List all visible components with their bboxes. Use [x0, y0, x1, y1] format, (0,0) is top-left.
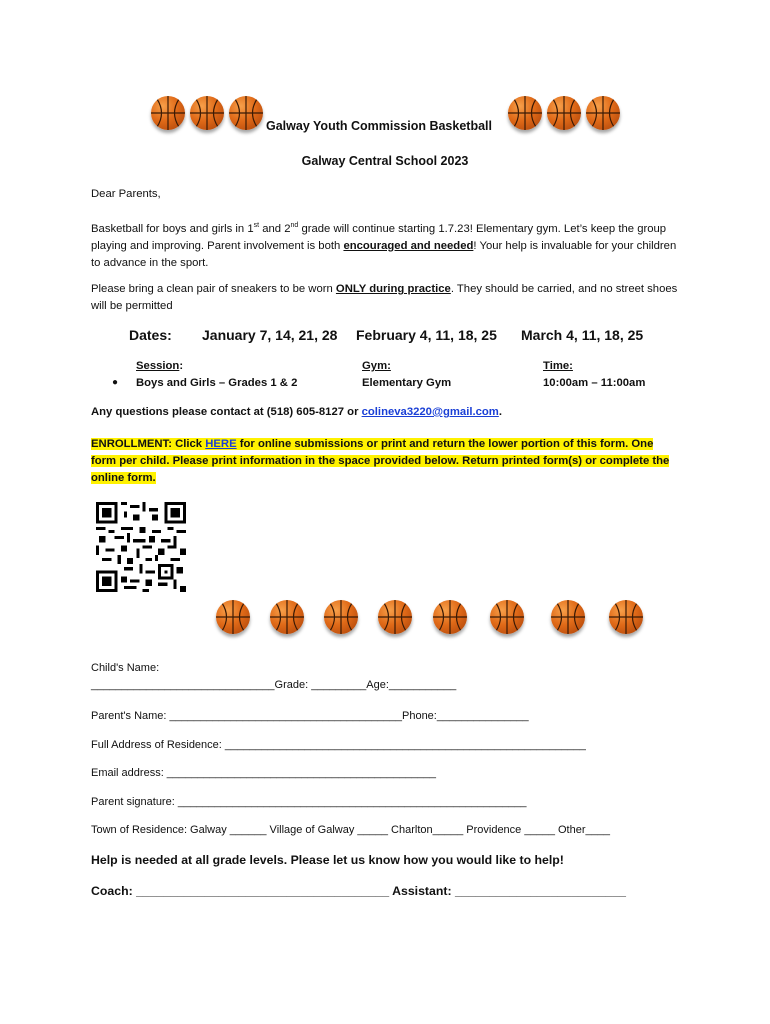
enrollment-text: for online submissions or print and return the lower portion of this form. One form per child. Please print information in the space provided below. Return printed form(s) or complete the online form. — [91, 438, 670, 484]
page-subtitle: Galway Central School 2023 — [301, 154, 469, 168]
text: . They should be carried, and no street shoes will be permitted — [91, 283, 678, 312]
emphasis: encouraged and needed — [343, 239, 474, 252]
email-link[interactable]: colineva3220@gmail.com — [361, 406, 499, 418]
basketball-icon — [151, 96, 185, 130]
salutation: Dear Parents, — [91, 188, 161, 200]
here-link[interactable]: HERE — [205, 438, 237, 450]
time-value: 10:00am – 11:00am — [543, 377, 646, 389]
paragraph-sneakers — [91, 281, 681, 315]
basketball-icon — [216, 600, 250, 634]
coach-assistant-field[interactable]: Coach: _____________________________________ Assistant: _________________________ — [91, 884, 626, 898]
basketball-icon — [433, 600, 467, 634]
basketball-icon — [551, 600, 585, 634]
bullet: ● — [112, 377, 119, 388]
dates-february: February 4, 11, 18, 25 — [356, 327, 497, 343]
dates-march: March 4, 11, 18, 25 — [521, 327, 644, 343]
contact-text: Any questions please contact at (518) 605-8127 or — [91, 406, 362, 418]
paragraph-intro — [91, 217, 681, 272]
page-title: Galway Youth Commission Basketball — [266, 119, 492, 133]
dates-january: January 7, 14, 21, 28 — [202, 327, 338, 343]
basketball-icon — [324, 600, 358, 634]
enrollment-notice — [91, 436, 681, 487]
address-field[interactable]: Full Address of Residence: ___________________________________________________________ — [91, 739, 586, 751]
superscript: nd — [290, 222, 299, 229]
basketball-icon — [490, 600, 524, 634]
enrollment-text: ENROLLMENT: Click — [91, 438, 206, 450]
basketball-icon — [609, 600, 643, 634]
basketball-icon — [547, 96, 581, 130]
email-field[interactable]: Email address: ____________________________________________ — [91, 767, 436, 779]
text: grade will continue starting 1.7.23! Elementary gym. Let’s keep the group playing and improving. Parent involvement is both — [91, 222, 667, 252]
town-of-residence-field[interactable]: Town of Residence: Galway ______ Village of Galway _____ Charlton_____ Providence _____ Other____ — [91, 824, 610, 836]
basketball-icon — [378, 600, 412, 634]
gym-value: Elementary Gym — [362, 377, 452, 389]
help-notice: Help is needed at all grade levels. Please let us know how you would like to help! — [91, 853, 564, 867]
basketball-icon — [190, 96, 224, 130]
basketball-icon — [508, 96, 542, 130]
text: . — [498, 406, 502, 418]
session-value: Boys and Girls – Grades 1 & 2 — [136, 377, 298, 389]
gym-header: Gym: — [362, 360, 391, 372]
dates-label: Dates: — [129, 327, 172, 343]
basketball-icon — [586, 96, 620, 130]
time-header: Time: — [543, 360, 573, 372]
text: and 2 — [259, 222, 291, 235]
superscript: st — [253, 222, 260, 229]
emphasis: ONLY during practice — [335, 283, 451, 295]
qr-code[interactable] — [96, 502, 186, 592]
session-header: Session: — [136, 360, 184, 372]
text: Basketball for boys and girls in 1 — [91, 222, 254, 235]
basketball-icon — [229, 96, 263, 130]
text: ! Your help is invaluable for your children to advance in the sport. — [91, 239, 677, 269]
child-name-label: Child's Name: — [91, 662, 160, 674]
signature-field[interactable]: Parent signature: _________________________________________________________ — [91, 796, 527, 808]
basketball-icon — [270, 600, 304, 634]
contact-line — [91, 406, 502, 418]
child-name-field[interactable]: ______________________________Grade: _________Age:___________ — [91, 679, 457, 691]
parent-name-field[interactable]: Parent's Name: ______________________________________Phone:_______________ — [91, 710, 529, 722]
text: Please bring a clean pair of sneakers to be worn — [91, 283, 336, 295]
